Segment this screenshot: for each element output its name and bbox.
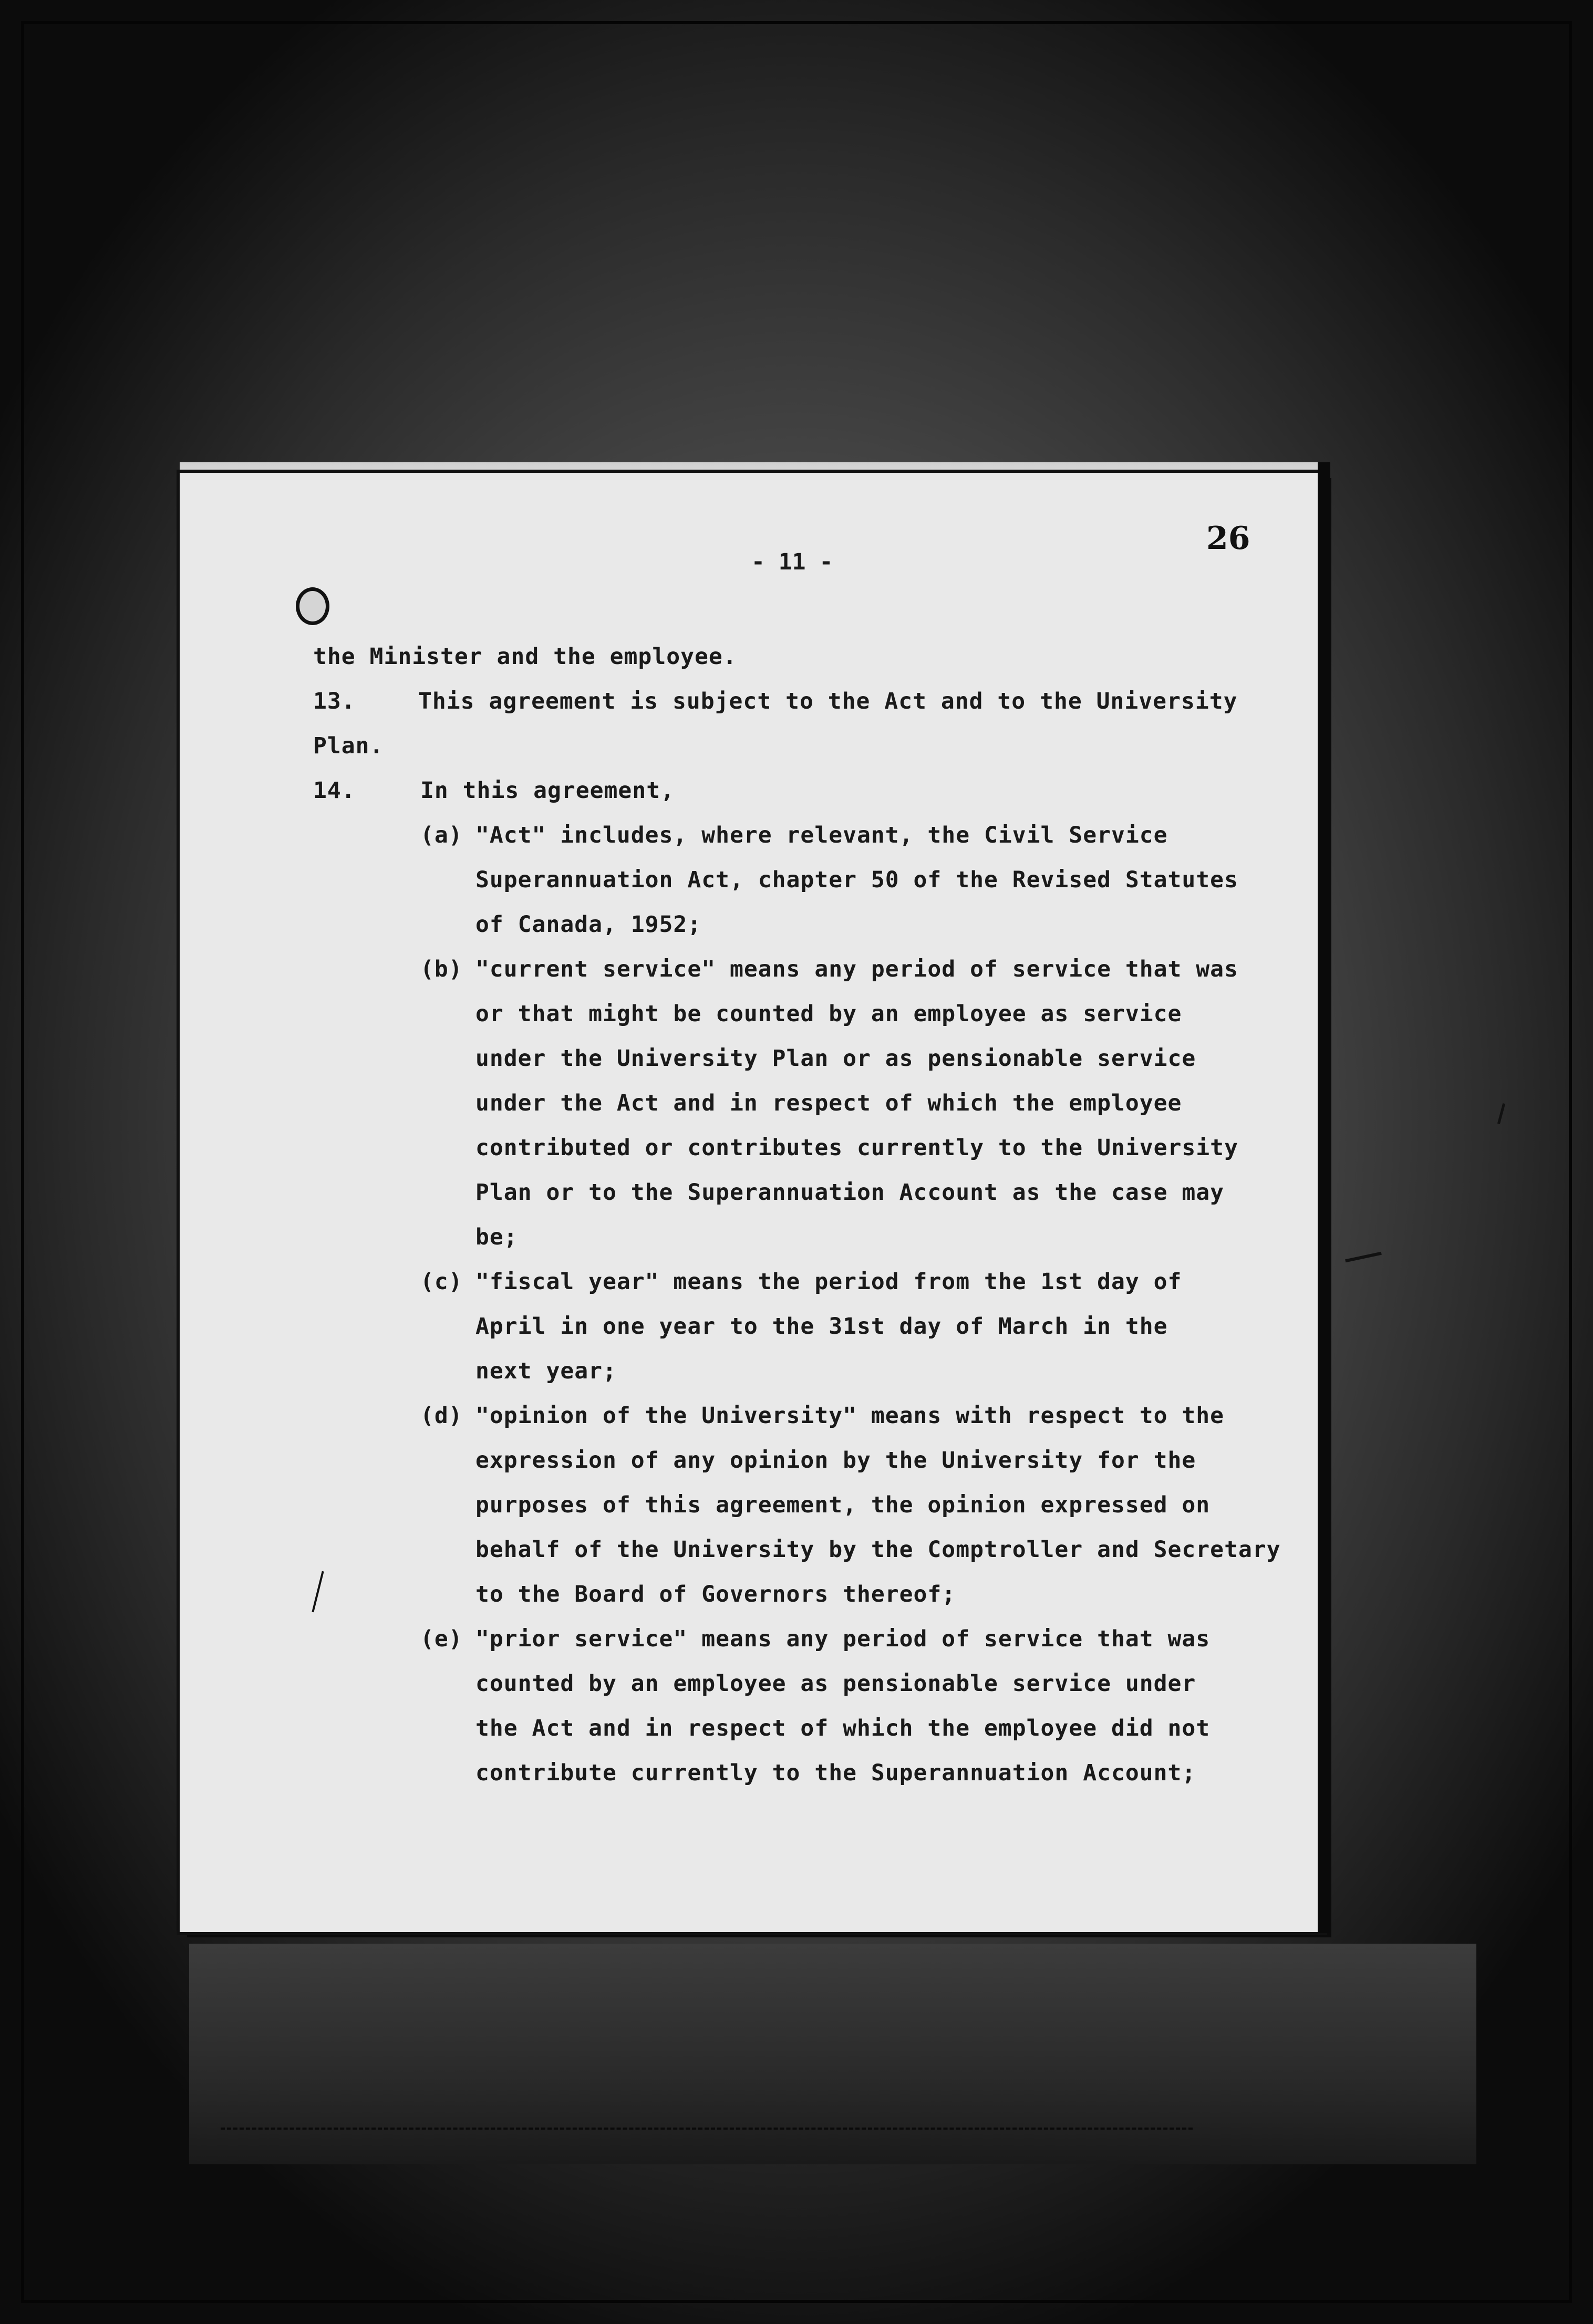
body-line: purposes of this agreement, the opinion expressed on (475, 1492, 1211, 1518)
clause-number: 14. (313, 777, 356, 804)
dashed-rule (221, 2128, 1193, 2130)
body-line: behalf of the University by the Comptroller and Secretary (475, 1537, 1281, 1563)
body-line: be; (475, 1224, 518, 1250)
body-line: "fiscal year" means the period from the 1st day of (475, 1269, 1182, 1295)
stamp-number: 26 (1206, 520, 1250, 557)
body-line: Plan or to the Superannuation Account as the case may (475, 1179, 1225, 1206)
body-line: In this agreement, (420, 777, 675, 804)
body-line: Superannuation Act, chapter 50 of the Revised Statutes (475, 867, 1238, 893)
body-line: "prior service" means any period of service that was (475, 1626, 1211, 1652)
item-label: (e) (420, 1626, 463, 1652)
clause-number: 13. (313, 688, 356, 714)
body-line: of Canada, 1952; (475, 911, 702, 938)
item-label: (a) (420, 822, 463, 848)
body-line: the Minister and the employee. (313, 644, 737, 670)
body-line: counted by an employee as pensionable service under (475, 1671, 1196, 1697)
body-line: "Act" includes, where relevant, the Civil Service (475, 822, 1168, 848)
body-line: under the University Plan or as pensionable service (475, 1045, 1196, 1072)
body-line: April in one year to the 31st day of March in the (475, 1313, 1168, 1340)
body-line: contribute currently to the Superannuation Account; (475, 1760, 1196, 1786)
page-number: - 11 - (751, 549, 833, 575)
body-line: expression of any opinion by the University for the (475, 1447, 1196, 1474)
body-line: Plan. (313, 733, 384, 759)
body-line: This agreement is subject to the Act and to the University (418, 688, 1238, 714)
item-label: (c) (420, 1269, 463, 1295)
body-line: to the Board of Governors thereof; (475, 1581, 956, 1607)
body-line: "opinion of the University" means with respect to the (475, 1403, 1225, 1429)
lower-film-strip (189, 1944, 1476, 2164)
body-line: next year; (475, 1358, 617, 1384)
body-line: contributed or contributes currently to the University (475, 1135, 1238, 1161)
body-line: or that might be counted by an employee as service (475, 1001, 1182, 1027)
sheet-right-edge (1318, 462, 1330, 1933)
item-label: (d) (420, 1403, 463, 1429)
item-label: (b) (420, 956, 463, 982)
body-line: the Act and in respect of which the employee did not (475, 1715, 1211, 1741)
body-line: under the Act and in respect of which the employee (475, 1090, 1182, 1116)
body-line: "current service" means any period of service that was (475, 956, 1238, 982)
punch-hole (296, 587, 329, 625)
